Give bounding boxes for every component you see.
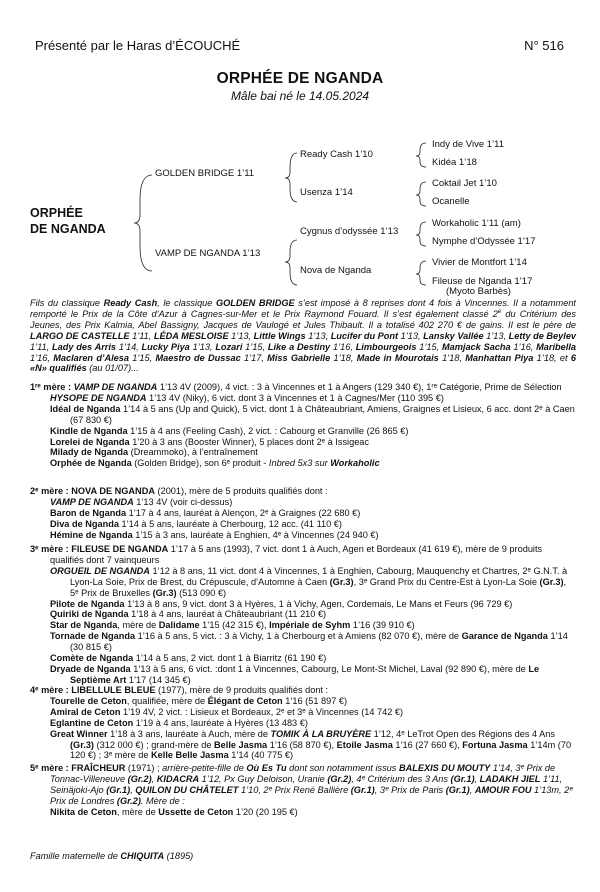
first-dam-section: 1ʳᵉ mère : VAMP DE NGANDA 1’13 4V (2009), 4 vict. : 3 à Vincennes et 1 à Angers (129 340 €), 1ʳᵉ Catégorie, Prime de Sélection HYSOPE DE NGANDA 1’13 4V (Niky), 6 vict. dont 3 à Vincennes et 1 à Cagnes/Mer (110 395 €) Idéal de Nganda 1’14 à 5 ans (Up and Quick), 5 vict. dont 1 à Châteaubriant, Amiens, Graignes et Lisieux, 6 acc. dont 2ᵉ à Caen (67 830 €) Kindle de Nganda 1’15 à 4 ans (Feeling Cash), 2 vict. : Cabourg et Granville (26 865 €) Lorelei de Nganda 1’20 à 3 ans (Booster Winner), 5 places dont 2ᵉ à Issigeac Milady de Nganda (Dreammoko), à l’entraînement Orphée de Nganda (Golden Bridge), son 6ᵉ produit - Inbred 5x3 sur Workaholic: [30, 382, 575, 469]
pedigree-horse-name: ORPHÉE DE NGANDA: [30, 206, 106, 236]
ggp-3: Coktail Jet 1’10: [432, 178, 497, 189]
second-dam-section: 2ᵉ mère : NOVA DE NGANDA (2001), mère de 5 produits qualifiés dont : VAMP DE NGANDA 1’13 4V (voir ci-dessus) Baron de Nganda 1’17 à 4 ans, lauréat à Alençon, 2ᵉ à Graignes (22 680 €) Diva de Nganda 1’14 à 5 ans, lauréate à Cherbourg, 12 acc. (41 110 €) Hémine de Nganda 1’15 à 3 ans, lauréate à Enghien, 4ᵉ à Vincennes (24 940 €): [30, 486, 379, 540]
third-dam-section: 3ᵉ mère : FILEUSE DE NGANDA 1’17 à 5 ans (1993), 7 vict. dont 1 à Auch, Agen et Bordeaux (41 619 €), mère de 9 produits qualifiés dont 7 vainqueurs ORGUEIL DE NGANDA 1’12 à 8 ans, 11 vict. dont 4 à Vincennes, 1 à Enghien, Cabourg, Mauquenchy et Chartres, 2ᵉ G.N.T. à Lyon-La Soie, Prix de Brest, du Crépuscule, d’Automne à Caen (Gr.3), 3ᵉ Grand Prix du Centre-Est à Lyon-La Soie (Gr.3), 5ᵉ Prix de Bruxelles (Gr.3) (513 090 €) Pilote de Nganda 1’13 à 8 ans, 9 vict. dont 3 à Hyères, 1 à Vichy, Agen, Cordemais, Le Mans et Feurs (96 729 €) Quiriki de Nganda 1’18 à 4 ans, lauréat à Châteaubriant (11 210 €) Star de Nganda, mère de Dalidame 1’15 (42 315 €), Impériale de Syhm 1’16 (39 910 €) Tornade de Nganda 1’16 à 5 ans, 5 vict. : 3 à Vichy, 1 à Cherbourg et à Amiens (82 070 €), mère de Garance de Nganda 1’14 (30 815 €) Comète de Nganda 1’14 à 5 ans, 2 vict. dont 1 à Biarritz (61 190 €) Dryade de Nganda 1’13 à 5 ans, 6 vict. :dont 1 à Vincennes, Cabourg, Le Mont-St Michel, Laval (92 890 €), mère de Le Septième Art 1’17 (14 345 €): [30, 544, 568, 685]
presenter-text: Présenté par le Haras d’ÉCOUCHÉ: [35, 38, 241, 53]
ggp-8-note: (Myoto Barbès): [446, 286, 511, 297]
ggp-2: Kidéa 1’18: [432, 157, 477, 168]
horse-title: ORPHÉE DE NGANDA: [216, 70, 384, 87]
sire-intro: Fils du classique Ready Cash, le classique GOLDEN BRIDGE s’est imposé à 8 reprises dont 4 fois à Vincennes. Il a notamment remporté le Prix de la Côte d’Azur à Cagnes-sur-Mer et le Prix Raymond Fouard. Il s’est également classé 2e du Critérium des Jeunes, des Prix Kalmia, Abel Bassigny, Jacques de Vaulogé et Jules Thibault. Il a totalisé 402 270 € de gains. Il est le père de LARGO DE CASTELLE 1’11, LÉDA MESLOISE 1’13, Little Wings 1’13, Lucifer du Pont 1’13, Lansky Vallée 1’13, Letty de Beylev 1’11, Lady des Arris 1’14, Lucky Piya 1’13, Lozari 1’15, Like a Destiny 1’16, Limbourgeois 1’15, Mamjack Sacha 1’16, Maribella 1’16, Maclaren d’Alesa 1’15, Maestro de Dussac 1’17, Miss Gabrielle 1’18, Made in Mourotais 1’18, Manhattan Piya 1’18, et 6 «N» qualifiés (au 01/07)...: [30, 298, 577, 374]
fourth-dam-section: 4ᵉ mère : LIBELLULE BLEUE (1977), mère de 9 produits qualifiés dont : Tourelle de Ceton, qualifiée, mère de Élégant de Ceton 1’16 (51 897 €) Amiral de Ceton 1’19 4V, 2 vict. : Lisieux et Bordeaux, 2ᵉ et 3ᵉ à Vincennes (14 742 €) Eglantine de Ceton 1’19 à 4 ans, lauréate à Hyères (13 483 €) Great Winner 1’18 à 3 ans, lauréate à Auch, mère de TOMIK À LA BRUYÈRE 1’12, 4ᵉ LeTrot Open des Régions des 4 Ans (Gr.3) (312 000 €) ; grand-mère de Belle Jasma 1’16 (58 870 €), Etoile Jasma 1’16 (27 660 €), Fortuna Jasma 1’14m (70 120 €) ; 3ᵉ mère de Kelle Belle Jasma 1’14 (40 775 €): [30, 685, 572, 761]
ggp-8: Fileuse de Nganda 1’17: [432, 276, 533, 287]
sire-sire-name: Ready Cash 1’10: [300, 149, 373, 160]
lot-number: N° 516: [524, 38, 564, 53]
ggp-4: Ocanelle: [432, 196, 470, 207]
maternal-family: Famille maternelle de CHIQUITA (1895): [30, 851, 194, 861]
ggp-1: Indy de Vive 1’11: [432, 139, 505, 150]
dam-sire-name: Cygnus d’odyssée 1’13: [300, 226, 399, 237]
dam-dam-name: Nova de Nganda: [300, 265, 372, 276]
dam-name: VAMP DE NGANDA 1’13: [155, 248, 261, 259]
horse-subtitle: Mâle bai né le 14.05.2024: [230, 89, 370, 103]
fifth-dam-section: 5ᵉ mère : FRAÎCHEUR (1971) ; arrière-petite-fille de Où Es Tu dont son notamment issus BALEXIS DU MOUTY 1’14, 3ᵉ Prix de Tonnac-Villeneuve (Gr.2), KIDACRA 1’12, Px Guy Deloison, Uranie (Gr.2), 4ᵉ Critérium des 3 Ans (Gr.1), LADAKH JIEL 1’11, Seinäjoki-Ajo (Gr.1), QUILON DU CHÂTELET 1’10, 2ᵉ Prix René Ballière (Gr.1), 3ᵉ Prix de Paris (Gr.1), AMOUR FOU 1’13m, 2ᵉ Prix de Londres (Gr.2). Mère de : Nikita de Ceton, mère de Ussette de Ceton 1’20 (20 195 €): [30, 763, 573, 817]
ggp-5: Workaholic 1’11 (am): [432, 218, 521, 229]
ggp-7: Vivier de Montfort 1’14: [432, 257, 527, 268]
ggp-6: Nymphe d’Odyssée 1’17: [432, 236, 536, 247]
sire-name: GOLDEN BRIDGE 1’11: [155, 168, 255, 179]
sire-dam-name: Usenza 1’14: [300, 187, 353, 198]
